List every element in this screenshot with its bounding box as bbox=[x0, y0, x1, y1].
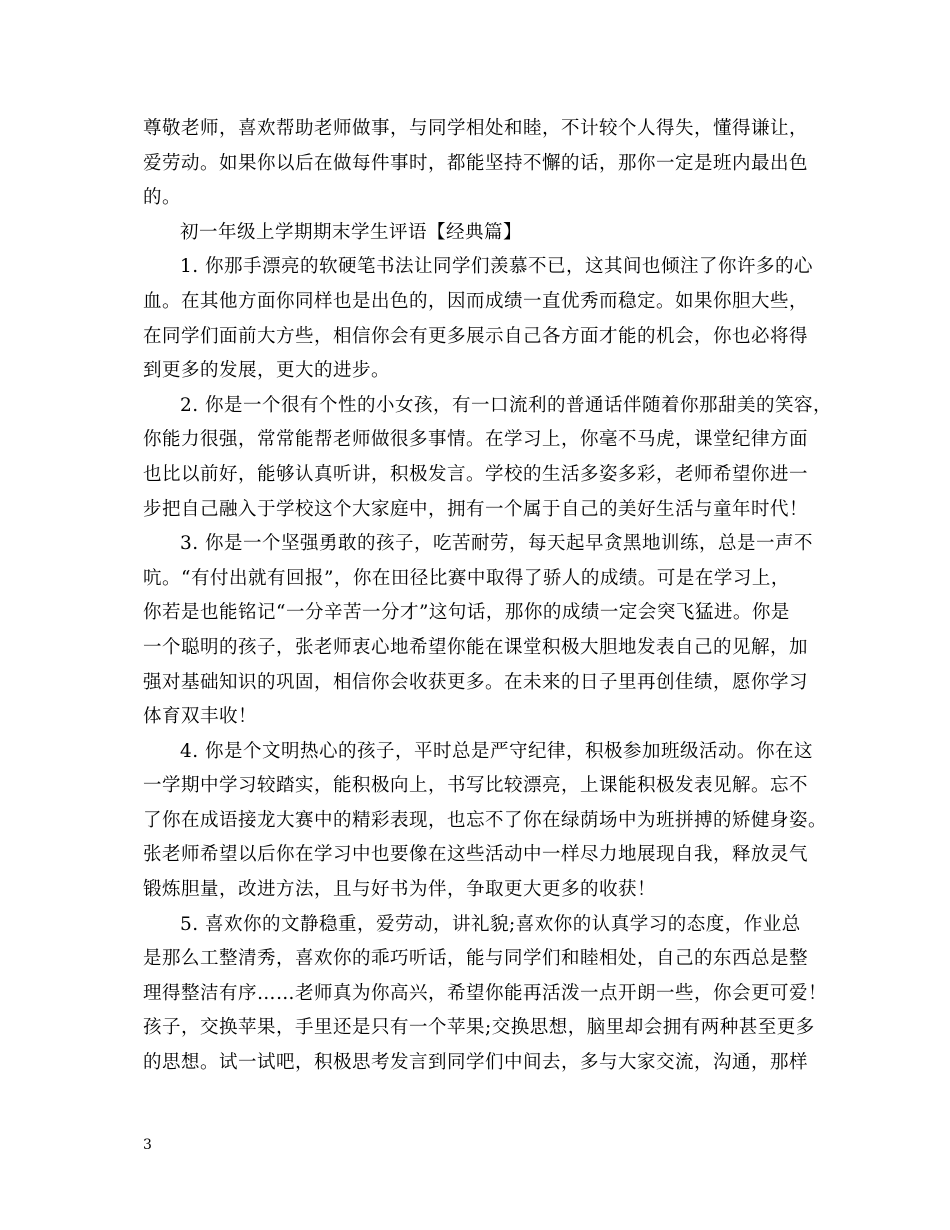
text-line: 5. 喜欢你的文静稳重，爱劳动，讲礼貌;喜欢你的认真学习的态度，作业总 bbox=[180, 913, 801, 935]
text-line: 了你在成语接龙大赛中的精彩表现，也忘不了你在绿荫场中为班拼搏的矫健身姿。 bbox=[143, 809, 828, 831]
text-line: 在同学们面前大方些，相信你会有更多展示自己各方面才能的机会，你也必将得 bbox=[143, 325, 809, 347]
text-line: 4. 你是个文明热心的孩子，平时总是严守纪律，积极参加班级活动。你在这 bbox=[180, 740, 814, 762]
document-body bbox=[143, 112, 833, 1081]
text-line: 的。 bbox=[143, 187, 182, 209]
text-line: 尊敬老师，喜欢帮助老师做事，与同学相处和睦，不计较个人得失，懂得谦让， bbox=[143, 118, 809, 139]
text-line: 锻炼胆量，改进方法，且与好书为伴，争取更大更多的收获！ bbox=[143, 879, 657, 901]
text-line: 血。在其他方面你同样也是出色的，因而成绩一直优秀而稳定。如果你胆大些， bbox=[143, 290, 809, 312]
text-line: 理得整洁有序……老师真为你高兴，希望你能再活泼一点开朗一些，你会更可爱！ bbox=[143, 982, 828, 1004]
text-line: 强对基础知识的巩固，相信你会收获更多。在未来的日子里再创佳绩，愿你学习 bbox=[143, 671, 809, 693]
text-line: 体育双丰收！ bbox=[143, 706, 258, 728]
text-line: 你若是也能铭记“一分辛苦一分才”这句话，那你的成绩一定会突飞猛进。你是 bbox=[143, 602, 790, 624]
text-line: 1. 你那手漂亮的软硬笔书法让同学们羡慕不已，这其间也倾注了你许多的心 bbox=[180, 256, 814, 278]
text-line: 吭。“有付出就有回报”，你在田径比赛中取得了骄人的成绩。可是在学习上， bbox=[143, 567, 790, 589]
text-line: 2. 你是一个很有个性的小女孩，有一口流利的普通话伴随着你那甜美的笑容， bbox=[180, 394, 833, 416]
text-line: 的思想。试一试吧，积极思考发言到同学们中间去，多与大家交流，沟通，那样 bbox=[143, 1052, 809, 1074]
text-line: 孩子，交换苹果，手里还是只有一个苹果;交换思想，脑里却会拥有两种甚至更多 bbox=[143, 1017, 815, 1039]
text-line: 步把自己融入于学校这个大家庭中，拥有一个属于自己的美好生活与童年时代！ bbox=[143, 498, 809, 520]
text-line: 到更多的发展，更大的进步。 bbox=[143, 360, 391, 382]
text-line: 你能力很强，常常能帮老师做很多事情。在学习上，你毫不马虎，课堂纪律方面 bbox=[143, 429, 809, 451]
text-line: 是那么工整清秀，喜欢你的乖巧听话，能与同学们和睦相处，自己的东西总是整 bbox=[143, 948, 809, 970]
page-number: 3 bbox=[143, 1137, 152, 1153]
text-line: 一个聪明的孩子，张老师衷心地希望你能在课堂积极大胆地发表自己的见解，加 bbox=[143, 636, 809, 658]
text-line: 一学期中学习较踏实，能积极向上，书写比较漂亮，上课能积极发表见解。忘不 bbox=[143, 775, 809, 797]
text-line: 爱劳动。如果你以后在做每件事时，都能坚持不懈的话，那你一定是班内最出色 bbox=[143, 152, 809, 174]
text-line: 也比以前好，能够认真听讲，积极发言。学校的生活多姿多彩，老师希望你进一 bbox=[143, 463, 809, 485]
section-heading: 初一年级上学期期末学生评语【经典篇】 bbox=[180, 221, 523, 243]
text-line: 张老师希望以后你在学习中也要像在这些活动中一样尽力地展现自我，释放灵气 bbox=[143, 844, 809, 866]
text-line: 3. 你是一个坚强勇敢的孩子，吃苦耐劳，每天起早贪黑地训练，总是一声不 bbox=[180, 533, 814, 555]
